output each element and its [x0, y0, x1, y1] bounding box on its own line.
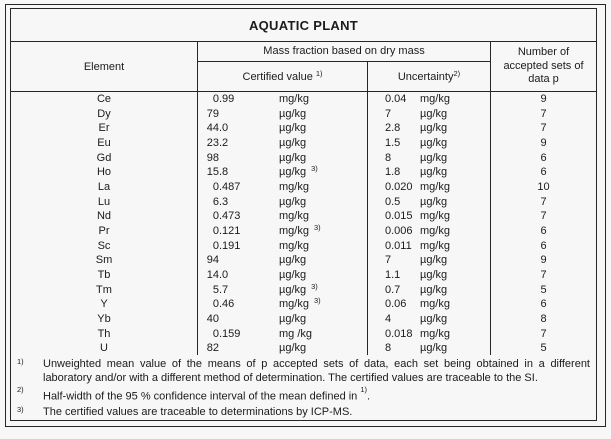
uncertainty-cell [368, 297, 491, 312]
uncertainty-unit: mg/kg [420, 180, 450, 193]
certified-value-unit: mg/kg [279, 224, 309, 237]
uncertainty-unit: µg/kg [420, 151, 448, 164]
certified-values-table [10, 8, 597, 421]
uncertainty-unit: µg/kg [420, 268, 448, 281]
uncertainty-cell [368, 224, 491, 239]
uncertainty-unit: µg/kg [420, 166, 448, 179]
certified-value-integer: 0 [212, 327, 219, 340]
certified-value-unit: mg/kg [279, 298, 309, 311]
uncertainty-unit: µg/kg [420, 136, 448, 149]
uncertainty-value: 0.020 [385, 180, 413, 193]
uncertainty-value: 0.04 [385, 93, 407, 105]
uncertainty-unit: µg/kg [420, 195, 448, 208]
uncertainty-cell [368, 165, 491, 180]
uncertainty-cell [368, 312, 491, 327]
uncertainty-unit: mg/kg [420, 239, 450, 252]
certified-value-cell [198, 224, 368, 239]
certified-value-unit: mg/kg [279, 93, 309, 105]
footnote-marker: 3) [17, 404, 24, 414]
certified-value-integer: 40 [206, 312, 219, 325]
uncertainty-unit: µg/kg [420, 254, 448, 267]
certified-value-cell [198, 121, 368, 136]
element-symbol: Nd [11, 209, 198, 224]
footnote-text: The certified values are traceable to determinations by ICP-MS. [43, 405, 353, 418]
element-symbol: Sc [11, 238, 198, 253]
certified-value-unit: µg/kg [279, 342, 307, 355]
uncertainty-unit: µg/kg [420, 122, 448, 135]
certified-value-unit: µg/kg [279, 195, 307, 208]
footnote-text: Unweighted mean value of the means of p accepted sets of data, each set being obtained in a different laboratory and/or with a different method of determination. The certified values are traceable to the SI. [43, 358, 590, 384]
footnote [14, 386, 590, 404]
footnote-ref-2-icon: 2) [453, 69, 461, 79]
accepted-sets-value: 7 [540, 122, 547, 135]
uncertainty-unit: µg/kg [420, 107, 448, 120]
footnote-ref-3-icon: 3) [311, 281, 318, 291]
certified-value-integer: 82 [206, 342, 219, 355]
footnotes-section [11, 355, 596, 420]
certified-value-cell [198, 92, 368, 107]
certified-value-unit: µg/kg [279, 136, 307, 149]
table-row [11, 180, 596, 195]
header-element: Element [11, 42, 198, 90]
header-accepted-sets-line3: data p [528, 73, 559, 86]
uncertainty-cell [368, 326, 491, 341]
uncertainty-value: 8 [385, 151, 392, 164]
certified-value-integer: 0 [212, 224, 219, 237]
table-row [11, 106, 596, 121]
uncertainty-value: 7 [385, 254, 392, 267]
certified-value-cell [198, 209, 368, 224]
accepted-sets-value: 10 [537, 180, 550, 193]
uncertainty-value: 0.018 [385, 327, 413, 340]
certified-value-cell [198, 180, 368, 195]
certified-value-integer: 0 [212, 210, 219, 223]
footnote-text: Half-width of the 95 % confidence interval of the mean defined in $^{1)}$. [43, 385, 371, 403]
header-certified-value [198, 62, 368, 90]
certified-value-integer: 14 [206, 268, 219, 281]
element-symbol: Th [11, 326, 198, 341]
certified-value-fraction: .0 [219, 122, 229, 135]
certified-value-unit: µg/kg [279, 283, 307, 296]
certified-value-fraction: .0 [219, 268, 229, 281]
header-accepted-sets-line1: Number of [517, 46, 570, 59]
certified-value-integer: 0 [212, 180, 219, 193]
certified-value-fraction: .99 [219, 93, 235, 105]
element-symbol: Yb [11, 312, 198, 327]
certified-value-fraction: .8 [219, 166, 229, 179]
certified-value-fraction: .191 [219, 239, 241, 252]
certified-value-unit: µg/kg [279, 166, 307, 179]
footnote-marker: 1) [17, 357, 24, 367]
uncertainty-cell [368, 238, 491, 253]
certified-value-unit: µg/kg [279, 254, 307, 267]
table-row [11, 253, 596, 268]
element-symbol: Er [11, 121, 198, 136]
uncertainty-unit: mg/kg [420, 298, 450, 311]
table-row [11, 297, 596, 312]
element-symbol: Ce [11, 92, 198, 107]
accepted-sets-value: 8 [540, 312, 547, 325]
certified-value-integer: 5 [212, 283, 219, 296]
accepted-sets-value: 6 [540, 239, 547, 252]
accepted-sets-value: 5 [540, 283, 547, 296]
uncertainty-value: 0.015 [385, 210, 413, 223]
element-symbol: U [11, 341, 198, 356]
table-row [11, 282, 596, 297]
uncertainty-unit: mg/kg [420, 210, 450, 223]
table-row [11, 165, 596, 180]
accepted-sets-value: 9 [540, 254, 547, 267]
footnote [14, 358, 590, 385]
certified-value-fraction: .7 [219, 283, 229, 296]
header-mass-fraction: Mass fraction based on dry mass [198, 42, 490, 62]
uncertainty-cell [368, 136, 491, 151]
footnote-ref-3-icon: 3) [311, 164, 318, 174]
header-accepted-sets [491, 42, 596, 90]
accepted-sets-value: 9 [540, 136, 547, 149]
certified-value-integer: 79 [206, 107, 219, 120]
accepted-sets-value: 7 [540, 107, 547, 120]
outer-frame [5, 4, 606, 427]
certified-value-integer: 44 [206, 122, 219, 135]
certified-value-unit: mg/kg [279, 210, 309, 223]
certified-value-unit: mg /kg [279, 327, 313, 340]
accepted-sets-value: 7 [540, 268, 547, 281]
certified-value-unit: µg/kg [279, 151, 307, 164]
header-certified-value-label: Certified value [242, 70, 313, 83]
certified-value-cell [198, 253, 368, 268]
element-symbol: Gd [11, 150, 198, 165]
accepted-sets-value: 7 [540, 210, 547, 223]
certified-value-unit: µg/kg [279, 107, 307, 120]
uncertainty-value: 2.8 [385, 122, 401, 135]
certified-value-fraction: .159 [219, 327, 241, 340]
uncertainty-value: 1.5 [385, 136, 401, 149]
uncertainty-unit: mg/kg [420, 327, 450, 340]
accepted-sets-value: 6 [540, 166, 547, 179]
certified-value-cell [198, 136, 368, 151]
element-symbol: Pr [11, 224, 198, 239]
certified-value-fraction: .2 [219, 136, 229, 149]
uncertainty-cell [368, 180, 491, 195]
certified-value-cell [198, 326, 368, 341]
element-symbol: Lu [11, 194, 198, 209]
table-title: AQUATIC PLANT [11, 9, 596, 42]
element-symbol: Tb [11, 268, 198, 283]
uncertainty-value: 7 [385, 107, 392, 120]
certified-value-unit: µg/kg [279, 312, 307, 325]
certified-value-integer: 98 [206, 151, 219, 164]
header-mass-fraction-group [198, 42, 491, 90]
footnote-ref-3-icon: 3) [313, 222, 321, 232]
table-header [11, 42, 596, 91]
table-row [11, 238, 596, 253]
certified-value-integer: 94 [206, 254, 219, 267]
accepted-sets-value: 6 [540, 151, 547, 164]
uncertainty-value: 0.006 [385, 224, 413, 237]
certified-value-fraction: .46 [219, 298, 235, 311]
certified-value-cell [198, 297, 368, 312]
certified-value-integer: 6 [212, 195, 219, 208]
certified-value-cell [198, 268, 368, 283]
header-accepted-sets-line2: accepted sets of [503, 59, 584, 72]
certified-value-integer: 23 [206, 136, 219, 149]
certified-value-cell [198, 312, 368, 327]
certified-value-unit: µg/kg [279, 122, 307, 135]
uncertainty-value: 0.7 [385, 283, 401, 296]
element-symbol: Sm [11, 253, 198, 268]
table-row [11, 136, 596, 151]
uncertainty-cell [368, 341, 491, 356]
element-symbol: Dy [11, 106, 198, 121]
table-row [11, 209, 596, 224]
footnote [14, 406, 590, 420]
uncertainty-cell [368, 282, 491, 297]
uncertainty-value: 1.1 [385, 268, 401, 281]
accepted-sets-value: 7 [540, 327, 547, 340]
accepted-sets-value: 5 [540, 342, 547, 355]
certified-value-integer: 0 [212, 298, 219, 311]
uncertainty-unit: µg/kg [420, 312, 448, 325]
uncertainty-cell [368, 268, 491, 283]
table-row [11, 194, 596, 209]
uncertainty-value: 0.5 [385, 195, 401, 208]
certified-value-integer: 15 [206, 166, 219, 179]
uncertainty-cell [368, 253, 491, 268]
certified-value-fraction: .3 [219, 195, 229, 208]
table-row [11, 224, 596, 239]
certified-value-cell [198, 238, 368, 253]
uncertainty-cell [368, 150, 491, 165]
uncertainty-cell [368, 92, 491, 107]
certified-value-cell [198, 150, 368, 165]
uncertainty-cell [368, 106, 491, 121]
table-row [11, 341, 596, 356]
certified-value-unit: µg/kg [279, 268, 307, 281]
uncertainty-unit: mg/kg [420, 224, 450, 237]
header-mass-fraction-subrow [198, 62, 490, 90]
accepted-sets-value: 6 [540, 224, 547, 237]
table-row [11, 268, 596, 283]
certified-value-integer: 0 [212, 239, 219, 252]
uncertainty-unit: µg/kg [420, 342, 448, 355]
accepted-sets-value: 9 [540, 93, 547, 105]
uncertainty-value: 1.8 [385, 166, 401, 179]
uncertainty-value: 8 [385, 342, 392, 355]
uncertainty-value: 0.06 [385, 298, 407, 311]
certified-value-cell [198, 282, 368, 297]
uncertainty-value: 0.011 [385, 239, 412, 252]
footnote-ref-3-icon: 3) [313, 296, 321, 306]
element-symbol: Eu [11, 136, 198, 151]
uncertainty-cell [368, 209, 491, 224]
certified-value-integer: 0 [212, 93, 219, 105]
header-uncertainty [368, 62, 490, 90]
element-symbol: Y [11, 297, 198, 312]
element-symbol: La [11, 180, 198, 195]
accepted-sets-value: 6 [540, 298, 547, 311]
table-row [11, 150, 596, 165]
element-symbol: Ho [11, 165, 198, 180]
table-body [11, 92, 596, 356]
certified-value-fraction: .121 [219, 224, 241, 237]
uncertainty-value: 4 [385, 312, 392, 325]
certified-value-cell [198, 106, 368, 121]
certified-value-unit: mg/kg [279, 180, 309, 193]
table-row [11, 326, 596, 341]
table-row [11, 312, 596, 327]
element-symbol: Tm [11, 282, 198, 297]
footnote-ref-1-icon: 1) [315, 69, 323, 79]
table-row [11, 92, 596, 107]
uncertainty-cell [368, 121, 491, 136]
header-uncertainty-label: Uncertainty [397, 70, 454, 83]
certified-value-cell [198, 341, 368, 356]
certified-value-fraction: .473 [219, 210, 241, 223]
uncertainty-unit: mg/kg [420, 93, 450, 105]
certified-value-unit: mg/kg [279, 239, 309, 252]
certified-value-cell [198, 194, 368, 209]
certified-value-fraction: .487 [219, 180, 241, 193]
table-row [11, 121, 596, 136]
uncertainty-unit: µg/kg [420, 283, 448, 296]
uncertainty-cell [368, 194, 491, 209]
accepted-sets-value: 7 [540, 195, 547, 208]
footnote-marker: 2) [17, 385, 24, 395]
certified-value-cell [198, 165, 368, 180]
